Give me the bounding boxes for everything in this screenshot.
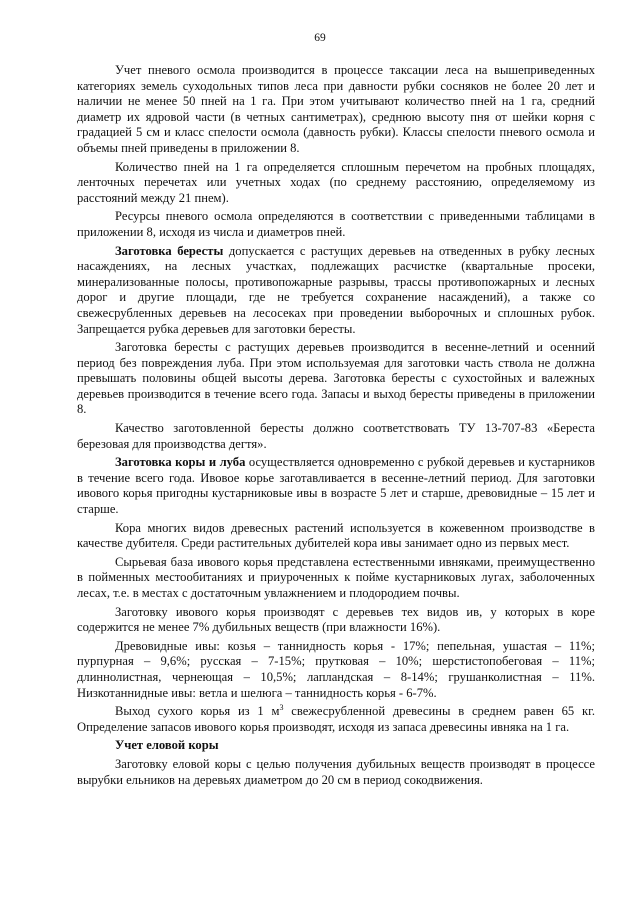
document-body [77,63,595,791]
term-bark-bast-harvest: Заготовка коры и луба [115,455,246,470]
paragraph-bark-bast-harvest: Заготовка коры и луба осуществляется одновременно с рубкой деревьев и кустарников в течение всего года. Ивовое корье заготавливается в весенне-летний период. Для заготовки ивового корья пригодны кустарниковые ивы в возрасте 5 лет и старше, древовидные – 15 лет и старше. [77,455,595,517]
paragraph-willow-species: Древовидные ивы: козья – таннидность корья - 17%; пепельная, ушастая – 11%; пурпурная – 9,6%; русская – 7-15%; прутковая – 10%; шерстистопобеговая – 11%; длиннолистная, чернеющая – 10,5%; лапландская – 8-14%; грушанколистная – 11%. Низкотаннидные ивы: ветла и шелюга – таннидность корья - 6-7%. [77,638,595,700]
paragraph-bark-yield: Выход сухого корья из 1 $м^3$ свежесрубленной древесины в среднем равен 65 кг. Определение запасов ивового корья производят, исходя из запаса древесины ивняка на 1 га. [77,702,595,734]
paragraph-raw-material-base: Сырьевая база ивового корья представлена естественными ивняками, преимущественно в пойменных местообитаниях и приуроченных к пойме кустарниковых лугах, заболоченных лесах, т.е. в местах с достаточным увлажнением и плодородием почвы. [77,554,595,600]
paragraph-birch-bark-quality: Качество заготовленной бересты должно соответствовать ТУ 13-707-83 «Береста березовая для производства дегтя». [77,421,595,451]
paragraph-stump-resources: Ресурсы пневого осмола определяются в соответствии с приведенными таблицами в приложении 8, исходя из числа и диаметров пней. [77,209,595,239]
paragraph-tanning-bark: Кора многих видов древесных растений используется в кожевенном производстве в качестве дубителя. Среди растительных дубителей кора ивы занимает одно из первых мест. [77,520,595,551]
paragraph-spruce-bark-harvest: Заготовку еловой коры с целью получения дубильных веществ производят в процессе вырубки ельников на деревьях диаметром до 20 см в период сокодвижения. [77,756,595,787]
term-birch-bark-harvest: Заготовка бересты [115,243,224,258]
paragraph-birch-bark-harvest: Заготовка бересты допускается с растущих деревьев на отведенных в рубку лесных насаждениях, на лесных участках, подлежащих расчистке (квартальные просеки, минерализованные полосы, противопожарные разрывы, трассы противопожарных и лесных дорог и другие площади, где не требуется сохранение насаждений), а также со свежесрубленных деревьев на лесосеках при проведении выборочных и сплошных рубок. Запрещается рубка деревьев для заготовки бересты. [77,243,596,336]
paragraph-willow-bark-harvest: Заготовку ивового корья производят с деревьев тех видов ив, у которых в коре содержится не менее 7% дубильных веществ (при влажности 16%). [77,604,595,635]
page-number: 69 [314,32,326,44]
paragraph-stump-count: Количество пней на 1 га определяется сплошным перечетом на пробных площадях, ленточных перечетах или учетных ходах (по среднему расстоянию, определяемому из расстояний между 21 пнем). [77,159,595,205]
paragraph-stump-resin-accounting: Учет пневого осмола производится в процессе таксации леса на вышеприведенных категориях земель суходольных типов леса при давности рубки сосняков не более 20 лет и наличии не менее 50 пней на 1 га. При этом учитывают количество пней на 1 га, средний диаметр их ядровой части (в четных сантиметрах), среднюю высоту пня от шейки корня с градацией 5 см и класс спелости осмола (давность рубки). Классы спелости пневого осмола и объемы пней приведены в приложении 8. [77,63,595,155]
section-heading-spruce-bark: Учет еловой коры [115,738,219,753]
paragraph-birch-bark-season: Заготовка бересты с растущих деревьев производится в весенне-летний и осенний период без повреждения луба. При этом используемая для заготовки часть ствола не должна превышать половины общей высоты дерева. Заготовка бересты с сухостойных и валежных деревьев производится в течение всего года. Запасы и выход бересты приведены в приложении 8. [77,340,595,417]
